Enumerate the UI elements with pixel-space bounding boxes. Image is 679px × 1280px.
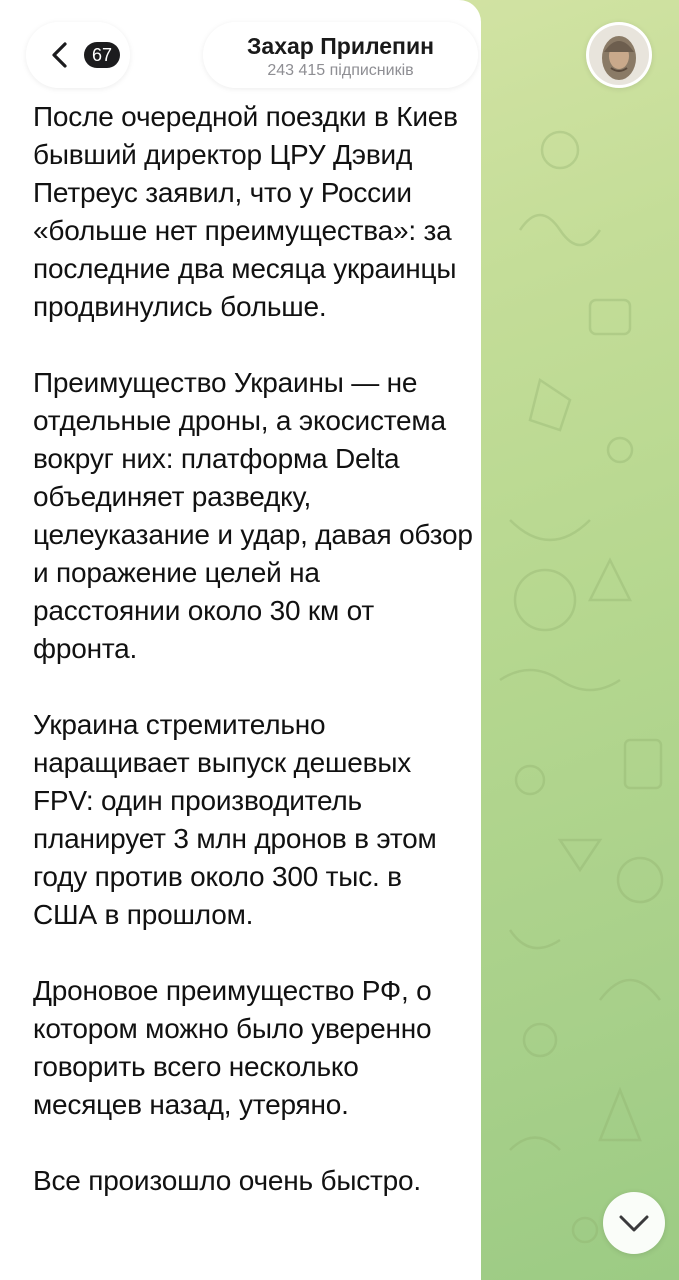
scroll-down-button[interactable]: [603, 1192, 665, 1254]
channel-avatar: [586, 22, 652, 88]
message-paragraph-5: Все произошло очень быстро.: [33, 1165, 421, 1196]
subscriber-count: 243 415 підписників: [267, 62, 414, 79]
channel-name: Захар Прилепин: [247, 33, 434, 59]
unread-badge: 67: [84, 42, 120, 68]
message-paragraph-4: Дроновое преимущество РФ, о котором можно было уверенно говорить всего несколько месяцев назад, утеряно.: [33, 975, 432, 1120]
chevron-left-icon: [46, 40, 76, 70]
message-paragraph-1: После очередной поездки в Киев бывший директор ЦРУ Дэвид Петреус заявил, что у России «больше нет преимущества»: за последние два месяца украинцы продвинулись больше.: [33, 101, 458, 322]
message-text: [33, 98, 473, 1200]
message-paragraph-2: Преимущество Украины — не отдельные дроны, а экосистема вокруг них: платформа Delta объединяет разведку, целеуказание и удар, давая обзор и поражение целей на расстоянии около 30 км от фронта.: [33, 367, 473, 664]
back-button[interactable]: [26, 22, 130, 88]
channel-header[interactable]: [203, 22, 478, 88]
message-paragraph-3: Украина стремительно наращивает выпуск дешевых FPV: один производитель планирует 3 млн дронов в этом году против около 300 тыс. в США в прошлом.: [33, 709, 437, 930]
avatar[interactable]: [586, 22, 652, 88]
chevron-down-icon: [618, 1209, 650, 1237]
